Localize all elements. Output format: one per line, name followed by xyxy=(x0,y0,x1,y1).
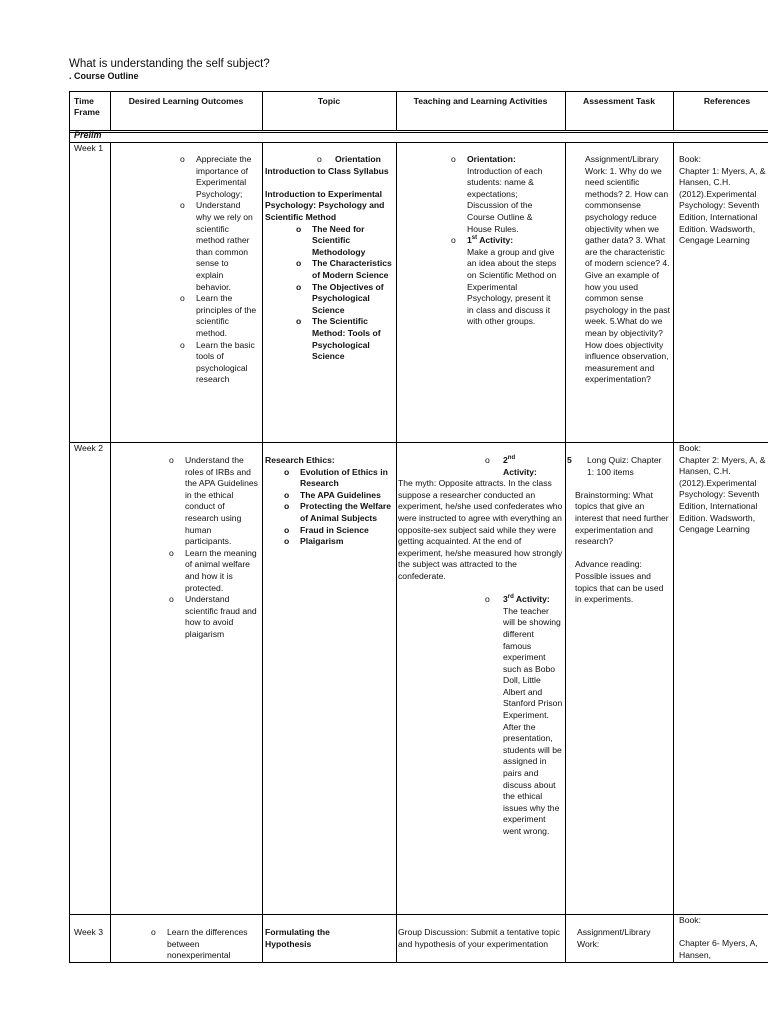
week1-references xyxy=(679,154,768,247)
header-assessment: Assessment Task xyxy=(583,96,655,106)
col-divider-1b xyxy=(110,142,111,962)
week1-topic xyxy=(265,154,393,363)
col-divider-5a xyxy=(673,92,674,130)
assessment-quiz: 5 Long Quiz: Chapter 1: 100 items xyxy=(567,455,662,477)
topic-item: o Plaigarism xyxy=(284,536,393,548)
topic-item: o The Need for Scientific Methodology xyxy=(296,224,393,259)
week3-label: Week 3 xyxy=(74,927,103,937)
ref-text: Chapter 6- Myers, A, Hansen, xyxy=(679,938,758,960)
week1-outcomes xyxy=(180,154,258,386)
page-question: What is understanding the self subject? xyxy=(69,58,270,70)
ref-text: Chapter 2: Myers, A, & Hansen, C.H.(2012).Experimental Psychology: Seventh Edition, International Edition. Wadsworth, Cengage Learning xyxy=(679,454,766,535)
week1-divider xyxy=(70,442,768,443)
ref-text: Chapter 1: Myers, A, & Hansen, C.H.(2012).Experimental Psychology: Seventh Edition, International Edition. Wadsworth, Cengage Learning xyxy=(679,165,766,246)
topic-item: o Fraud in Science xyxy=(284,525,393,537)
topic-orientation: o Orientation xyxy=(317,154,381,164)
outcome-item: o Learn the meaning of animal welfare and how it is protected. xyxy=(169,548,259,594)
topic-item: o The Characteristics of Modern Science xyxy=(296,258,393,281)
col-divider-4a xyxy=(565,92,566,130)
assessment-brainstorm: Brainstorming: What topics that give an interest that need further experimentation and research? xyxy=(575,489,669,547)
activity-3: o 3rd Activity: The teacher will be showing different famous experiment such as Bobo Doll, Little Albert and Stanford Prison Experiment. After the presentation, students will be assigned in pairs and discuss about the ethical issues why the experiment went wrong. xyxy=(485,594,563,836)
topic-item: o Protecting the Welfare of Animal Subjects xyxy=(284,501,393,524)
outcome-item: o Learn the differences between nonexperimental xyxy=(151,927,259,962)
topic-intro-syllabus: Introduction to Class Syllabus xyxy=(265,165,389,176)
col-divider-5b xyxy=(673,142,674,962)
outcome-item: o Learn the basic tools of psychological research xyxy=(180,340,258,386)
topic-item: o The APA Guidelines xyxy=(284,490,393,502)
course-outline-heading: . Course Outline xyxy=(69,71,139,81)
week3-references xyxy=(679,915,768,961)
col-divider-2b xyxy=(262,142,263,962)
topic-intro-experimental: Introduction to Experimental Psychology: Psychology and Scientific Method xyxy=(265,188,385,222)
header-time-frame: Time Frame xyxy=(74,96,100,117)
outcome-item: o Learn the principles of the scientific method. xyxy=(180,293,258,339)
header-topic: Topic xyxy=(317,96,341,106)
assessment-reading: Advance reading: Possible issues and topics that can be used in experiments. xyxy=(575,559,664,605)
week1-assessment: Assignment/Library Work: 1. Why do we need scientific methods? 2. How can commonsense psychology reduce objectivity when we gather data? 3. What are the characteristic of modern science? 4. Give an example of how you used common sense psychology in the past week. 5.What do we mean by objectivity? How does objectivity influence observation, measurement and experimentation? xyxy=(585,154,671,385)
ref-book-label: Book: xyxy=(679,915,701,925)
outcome-item: o Understand scientific fraud and how to avoid plaigarism xyxy=(169,594,259,640)
week2-assessment xyxy=(567,455,671,606)
col-divider-3a xyxy=(396,92,397,130)
header-references: References xyxy=(703,96,751,106)
week2-divider xyxy=(70,914,768,915)
header-outcomes: Desired Learning Outcomes xyxy=(128,96,244,106)
week2-label: Week 2 xyxy=(74,443,103,453)
week1-topic-list xyxy=(296,224,393,363)
week2-topic xyxy=(265,455,393,548)
col-divider-3b xyxy=(396,142,397,962)
outcome-item: o Understand why we rely on scientific method rather than common sense to explain behavior. xyxy=(180,200,258,293)
week3-activities: Group Discussion: Submit a tentative topic and hypothesis of your experimentation xyxy=(398,927,560,949)
week3-outcomes xyxy=(151,927,259,962)
ref-book-label: Book: xyxy=(679,154,701,164)
week1-label: Week 1 xyxy=(74,143,103,153)
week3-topic: Formulating the Hypothesis xyxy=(265,927,330,949)
activity-2-heading: o 2nd Activity: xyxy=(485,455,537,477)
week3-assessment: Assignment/Library Work: xyxy=(577,927,651,949)
activity-1: o 1st Activity: Make a group and give an idea about the steps on Scientific Method on Experimental Psychology, present it in class and discuss it with other groups. xyxy=(451,235,557,327)
activity-orientation: o Orientation: Introduction of each students: name & expectations; Discussion of the Course Outline & House Rules. xyxy=(451,154,543,234)
header-activities: Teaching and Learning Activities xyxy=(413,96,548,106)
col-divider-1a xyxy=(110,92,111,130)
week2-references xyxy=(679,443,768,536)
outcome-item: o Appreciate the importance of Experimental Psychology; xyxy=(180,154,258,200)
topic-item: o The Objectives of Psychological Science xyxy=(296,282,393,317)
topic-item: o The Scientific Method: Tools of Psychological Science xyxy=(296,316,393,362)
header-divider xyxy=(70,130,768,133)
topic-research-ethics: Research Ethics: xyxy=(265,455,335,465)
week2-topic-list xyxy=(284,467,393,548)
prelim-divider xyxy=(70,142,768,143)
course-outline-table xyxy=(69,91,768,963)
outcome-item: o Understand the roles of IRBs and the APA Guidelines in the ethical conduct of research using human participants. xyxy=(169,455,259,548)
week2-outcomes xyxy=(169,455,259,641)
week1-activities xyxy=(451,154,559,328)
prelim-label: Prelim xyxy=(74,130,102,140)
ref-book-label: Book: xyxy=(679,443,701,453)
activity-2-text: The myth: Opposite attracts. In the class suppose a researcher conducted an experiment, he/she used confederates who were instructed to agree with everything an opposite-sex subject said while they were getting acquainted. At the end of experiment, he/she measured how strongly the subject was attracted to the confederate. xyxy=(398,478,563,581)
col-divider-4b xyxy=(565,142,566,962)
week2-activities xyxy=(398,455,563,838)
col-divider-2a xyxy=(262,92,263,130)
topic-item: o Evolution of Ethics in Research xyxy=(284,467,393,490)
